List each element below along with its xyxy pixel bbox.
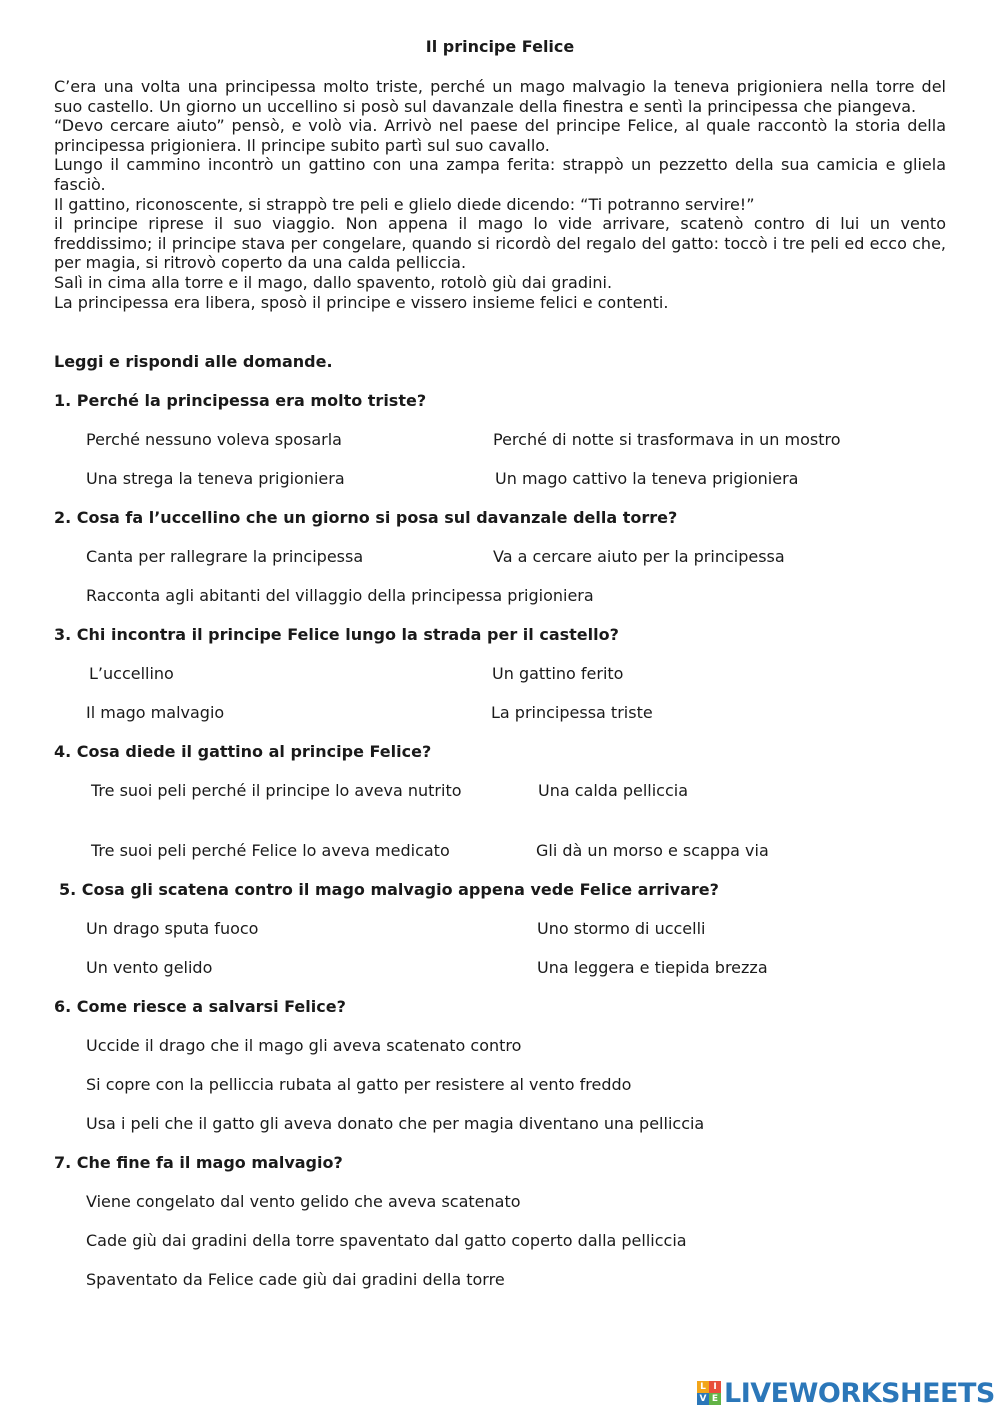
answer-option-4d[interactable]: Gli dà un morso e scappa via (536, 841, 769, 860)
answer-option-6b[interactable]: Si copre con la pelliccia rubata al gatto per resistere al vento freddo (86, 1075, 632, 1094)
question-2: 2. Cosa fa l’uccellino che un giorno si posa sul davanzale della torre? (54, 508, 678, 527)
logo-text: LIVEWORKSHEETS (724, 1377, 995, 1409)
answer-option-3c[interactable]: Il mago malvagio (86, 703, 225, 722)
liveworksheets-icon: L I V E (697, 1381, 721, 1405)
answer-option-1a[interactable]: Perché nessuno voleva sposarla (86, 430, 342, 449)
question-7: 7. Che fine fa il mago malvagio? (54, 1153, 343, 1172)
answer-option-5d[interactable]: Una leggera e tiepida brezza (537, 958, 768, 977)
answer-option-5c[interactable]: Un vento gelido (86, 958, 213, 977)
answer-option-2b[interactable]: Va a cercare aiuto per la principessa (493, 547, 785, 566)
question-1: 1. Perché la principessa era molto triste? (54, 391, 427, 410)
answer-option-6a[interactable]: Uccide il drago che il mago gli aveva scatenato contro (86, 1036, 522, 1055)
question-3: 3. Chi incontra il principe Felice lungo la strada per il castello? (54, 625, 619, 644)
liveworksheets-logo (697, 1376, 995, 1410)
story-paragraph: Il gattino, riconoscente, si strappò tre peli e glielo diede dicendo: “Ti potranno servire!” (54, 194, 755, 214)
answer-option-2a[interactable]: Canta per rallegrare la principessa (86, 547, 364, 566)
answer-option-1b[interactable]: Perché di notte si trasformava in un mostro (493, 430, 841, 449)
instruction-heading: Leggi e rispondi alle domande. (54, 352, 333, 371)
story-paragraph: Salì in cima alla torre e il mago, dallo spavento, rotolò giù dai gradini. (54, 272, 613, 292)
answer-option-1c[interactable]: Una strega la teneva prigioniera (86, 469, 345, 488)
answer-option-4b[interactable]: Una calda pelliccia (538, 781, 689, 800)
question-5: 5. Cosa gli scatena contro il mago malvagio appena vede Felice arrivare? (59, 880, 719, 899)
answer-option-3d[interactable]: La principessa triste (491, 703, 653, 722)
story-paragraph: La principessa era libera, sposò il principe e vissero insieme felici e contenti. (54, 292, 669, 312)
question-4: 4. Cosa diede il gattino al principe Felice? (54, 742, 432, 761)
answer-option-7c[interactable]: Spaventato da Felice cade giù dai gradini della torre (86, 1270, 505, 1289)
story-paragraph: il principe riprese il suo viaggio. Non appena il mago lo vide arrivare, scatenò contro di lui un vento freddissimo; il principe stava per congelare, quando si ricordò del regalo del gatto: toccò i tre peli ed ecco che, per magia, si ritrovò coperto da una calda pelliccia. (54, 214, 946, 273)
story-paragraph: “Devo cercare aiuto” pensò, e volò via. Arrivò nel paese del principe Felice, al quale raccontò la storia della principessa prigioniera. Il principe subito partì sul suo cavallo. (54, 116, 946, 155)
answer-option-7b[interactable]: Cade giù dai gradini della torre spaventato dal gatto coperto dalla pelliccia (86, 1231, 687, 1250)
story-text (54, 77, 946, 312)
answer-option-5a[interactable]: Un drago sputa fuoco (86, 919, 259, 938)
story-paragraph: C’era una volta una principessa molto triste, perché un mago malvagio la teneva prigioniera nella torre del suo castello. Un giorno un uccellino si posò sul davanzale della finestra e sentì la principessa che piangeva. (54, 77, 946, 116)
answer-option-3a[interactable]: L’uccellino (89, 664, 174, 683)
story-paragraph: Lungo il cammino incontrò un gattino con una zampa ferita: strappò un pezzetto della sua camicia e gliela fasciò. (54, 155, 946, 194)
answer-option-1d[interactable]: Un mago cattivo la teneva prigioniera (495, 469, 799, 488)
answer-option-4c[interactable]: Tre suoi peli perché Felice lo aveva medicato (91, 841, 450, 860)
answer-option-3b[interactable]: Un gattino ferito (492, 664, 624, 683)
answer-option-2c[interactable]: Racconta agli abitanti del villaggio della principessa prigioniera (86, 586, 594, 605)
question-6: 6. Come riesce a salvarsi Felice? (54, 997, 346, 1016)
answer-option-4a[interactable]: Tre suoi peli perché il principe lo aveva nutrito (91, 781, 462, 800)
answer-option-5b[interactable]: Uno stormo di uccelli (537, 919, 706, 938)
worksheet-title: Il principe Felice (425, 37, 575, 56)
answer-option-6c[interactable]: Usa i peli che il gatto gli aveva donato che per magia diventano una pelliccia (86, 1114, 705, 1133)
answer-option-7a[interactable]: Viene congelato dal vento gelido che aveva scatenato (86, 1192, 521, 1211)
